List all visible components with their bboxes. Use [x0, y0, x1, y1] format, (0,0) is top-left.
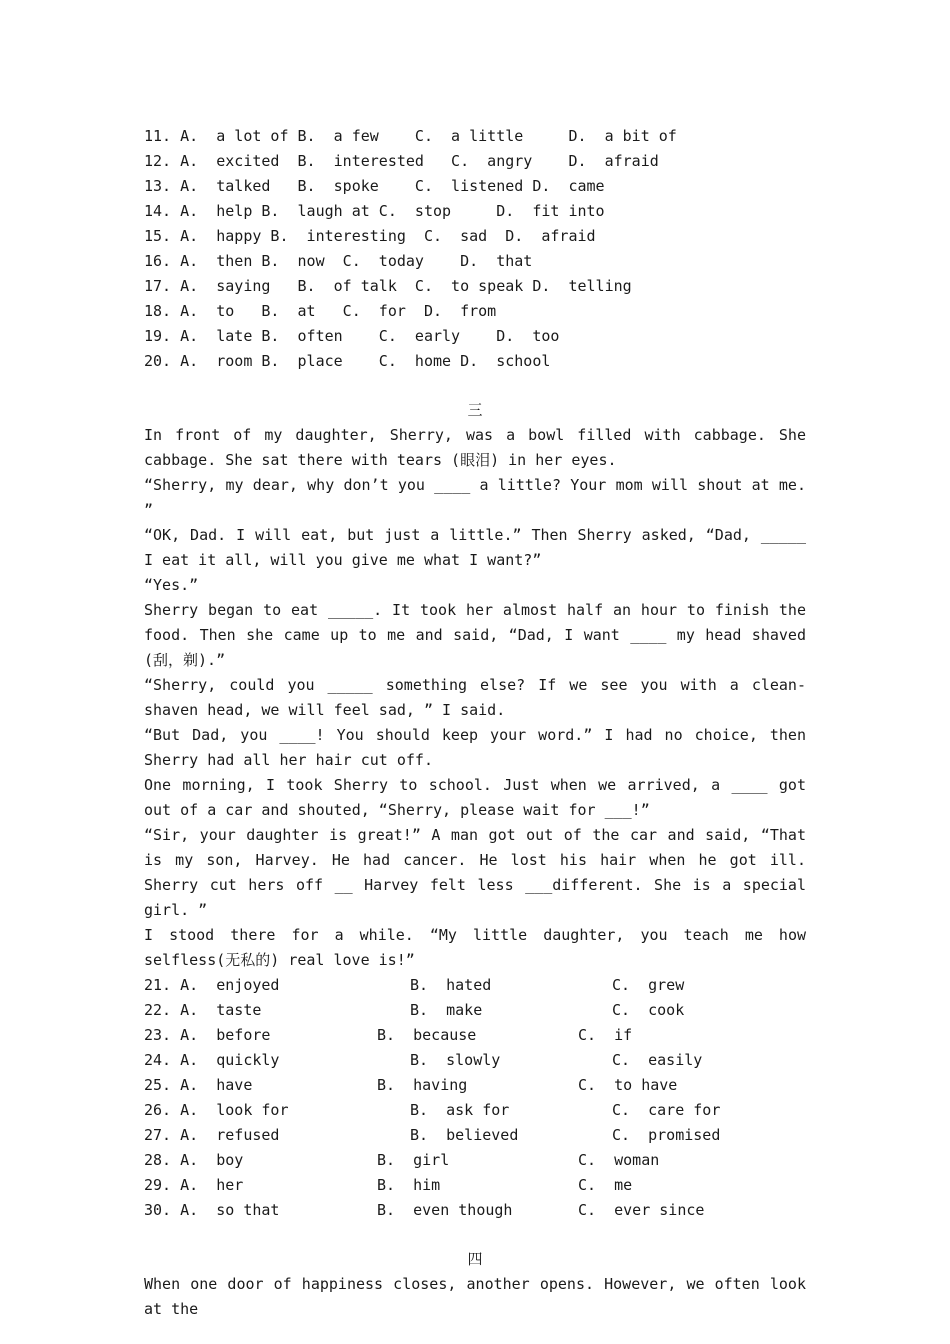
part2-options-list	[144, 124, 806, 374]
question-row-24	[144, 1048, 806, 1073]
question-row-23	[144, 1023, 806, 1048]
option-a: 21. A. enjoyed	[144, 976, 280, 994]
option-line-13: 13. A. talked B. spoke C. listened D. came	[144, 177, 605, 195]
option-b: B. ask for	[410, 1101, 510, 1119]
option-line-14: 14. A. help B. laugh at C. stop D. fit into	[144, 202, 605, 220]
option-b: B. slowly	[410, 1051, 501, 1069]
question-row-25	[144, 1073, 806, 1098]
passage-paragraph: “Yes.”	[144, 576, 199, 594]
option-a: 27. A. refused	[144, 1126, 280, 1144]
option-b: B. hated	[410, 976, 492, 994]
passage-paragraph: I stood there for a while. “My little daughter, you teach me how selfless(无私的) real love is!”	[144, 926, 816, 969]
section3-passage	[144, 423, 816, 973]
passage-paragraph: “OK, Dad. I will eat, but just a little.” Then Sherry asked, “Dad, _____ I eat it all, will you give me what I want?”	[144, 526, 816, 569]
passage-paragraph: “But Dad, you ____! You should keep your word.” I had no choice, then Sherry had all her hair cut off.	[144, 726, 816, 769]
option-b: B. having	[377, 1076, 468, 1094]
option-c: C. care for	[612, 1101, 721, 1119]
option-line-18: 18. A. to B. at C. for D. from	[144, 302, 497, 320]
passage-paragraph: When one door of happiness closes, another opens. However, we often look at the	[144, 1275, 816, 1318]
question-row-27	[144, 1123, 806, 1148]
option-b: B. believed	[410, 1126, 519, 1144]
question-row-29	[144, 1173, 806, 1198]
option-a: 29. A. her	[144, 1176, 244, 1194]
option-a: 25. A. have	[144, 1076, 253, 1094]
section-heading-3: 三	[467, 401, 483, 419]
option-c: C. me	[578, 1176, 633, 1194]
option-a: 30. A. so that	[144, 1201, 280, 1219]
option-line-16: 16. A. then B. now C. today D. that	[144, 252, 533, 270]
option-b: B. him	[377, 1176, 441, 1194]
option-a: 23. A. before	[144, 1026, 271, 1044]
question-row-21	[144, 973, 806, 998]
option-a: 24. A. quickly	[144, 1051, 280, 1069]
question-row-26	[144, 1098, 806, 1123]
question-row-30	[144, 1198, 806, 1223]
option-line-12: 12. A. excited B. interested C. angry D. afraid	[144, 152, 659, 170]
passage-paragraph: “Sherry, could you _____ something else? If we see you with a clean-shaven head, we will feel sad, ” I said.	[144, 676, 806, 719]
option-c: C. if	[578, 1026, 633, 1044]
option-c: C. promised	[612, 1126, 721, 1144]
option-a: 26. A. look for	[144, 1101, 289, 1119]
option-line-11: 11. A. a lot of B. a few C. a little D. a bit of	[144, 127, 677, 145]
option-a: 22. A. taste	[144, 1001, 262, 1019]
passage-paragraph: Sherry began to eat _____. It took her almost half an hour to finish the food. Then she came up to me and said, “Dad, I want ____ my head shaved (刮，剃).”	[144, 601, 816, 669]
option-c: C. cook	[612, 1001, 685, 1019]
passage-paragraph: “Sherry, my dear, why don’t you ____ a little? Your mom will shout at me. ”	[144, 476, 816, 519]
option-a: 28. A. boy	[144, 1151, 244, 1169]
option-b: B. even though	[377, 1201, 513, 1219]
question-row-22	[144, 998, 806, 1023]
option-line-15: 15. A. happy B. interesting C. sad D. afraid	[144, 227, 596, 245]
passage-paragraph: In front of my daughter, Sherry, was a bowl filled with cabbage. She cabbage. She sat there with tears (眼泪) in her eyes.	[144, 426, 816, 469]
passage-paragraph: One morning, I took Sherry to school. Just when we arrived, a ____ got out of a car and shouted, “Sherry, please wait for ___!”	[144, 776, 816, 819]
option-line-20: 20. A. room B. place C. home D. school	[144, 352, 551, 370]
question-row-28	[144, 1148, 806, 1173]
option-b: B. make	[410, 1001, 483, 1019]
option-c: C. easily	[612, 1051, 703, 1069]
section3-options-table	[144, 973, 806, 1223]
option-c: C. woman	[578, 1151, 660, 1169]
option-c: C. ever since	[578, 1201, 705, 1219]
option-c: C. to have	[578, 1076, 678, 1094]
option-b: B. girl	[377, 1151, 450, 1169]
exam-content	[144, 124, 816, 1322]
option-b: B. because	[377, 1026, 477, 1044]
option-line-19: 19. A. late B. often C. early D. too	[144, 327, 560, 345]
passage-paragraph: “Sir, your daughter is great!” A man got out of the car and said, “That is my son, Harvey. He had cancer. He lost his hair when he got ill. Sherry cut hers off __ Harvey felt less ___different. She is a special girl. ”	[144, 826, 816, 919]
option-c: C. grew	[612, 976, 685, 994]
option-line-17: 17. A. saying B. of talk C. to speak D. telling	[144, 277, 632, 295]
section-heading-4: 四	[467, 1250, 483, 1268]
